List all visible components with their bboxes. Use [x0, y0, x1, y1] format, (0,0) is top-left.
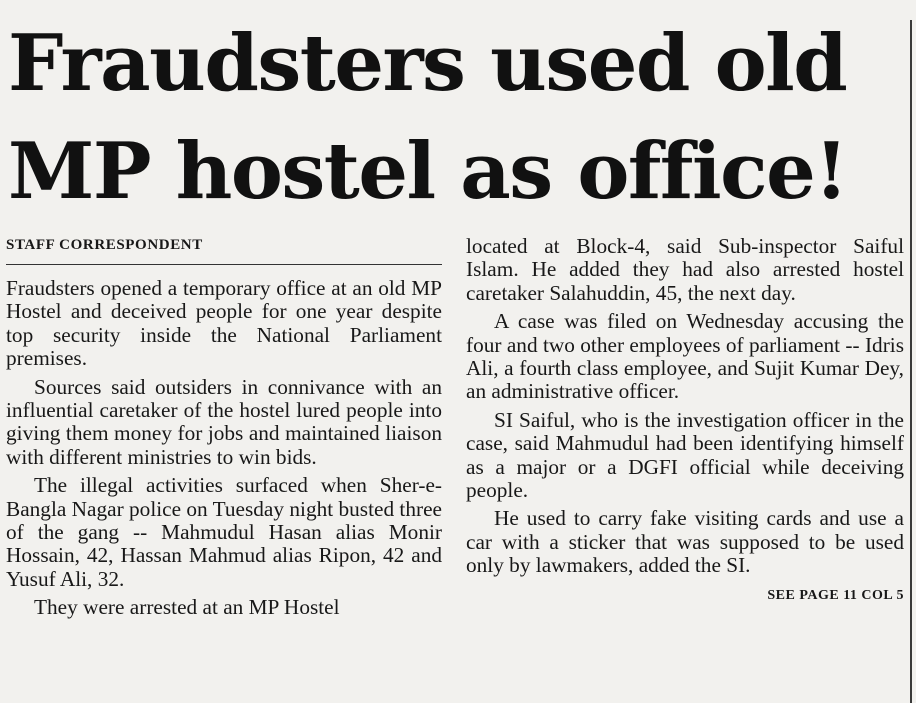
paragraph: Sources said outsiders in connivance with an influential caretaker of the hostel lured people into giving them money for jobs and maintained liaison with different ministries to win bids. — [6, 374, 442, 469]
paragraph: SI Saiful, who is the investigation officer in the case, said Mahmudul had been identifying himself as a major or a DGFI official while deceiving people. — [466, 407, 904, 503]
headline — [8, 10, 904, 226]
continued-on-page-line[interactable]: SEE PAGE 11 COL 5 — [767, 587, 904, 603]
paragraph: Fraudsters opened a temporary office at an old MP Hostel and deceived people for one year despite top security inside the National Parliament premises. — [6, 276, 442, 371]
headline-line-1: Fraudsters used old — [8, 18, 847, 109]
paragraph: He used to carry fake visiting cards and use a car with a sticker that was supposed to be used only by lawmakers, added the SI. — [466, 506, 904, 578]
paragraph: They were arrested at an MP Hostel — [34, 595, 340, 620]
paragraph: located at Block-4, said Sub-inspector Saiful Islam. He added they had also arrested hostel caretaker Salahuddin, 45, the next day. — [466, 234, 904, 305]
byline: STAFF CORRESPONDENT — [6, 234, 442, 265]
article-column-left — [6, 234, 442, 625]
paragraph: The illegal activities surfaced when Sher-e-Bangla Nagar police on Tuesday night busted three of the gang -- Mahmudul Hasan alias Monir Hossain, 42, Hassan Mahmud alias Ripon, 42 and Yusuf Ali, 32. — [6, 473, 442, 591]
headline-line-2: MP hostel as office! — [8, 126, 847, 217]
column-rule — [910, 20, 912, 703]
paragraph: A case was filed on Wednesday accusing the four and two other employees of parliament -- Idris Ali, a fourth class employee, and Sujit Kumar Dey, an administrative officer. — [466, 309, 904, 404]
article-column-right — [466, 235, 904, 607]
